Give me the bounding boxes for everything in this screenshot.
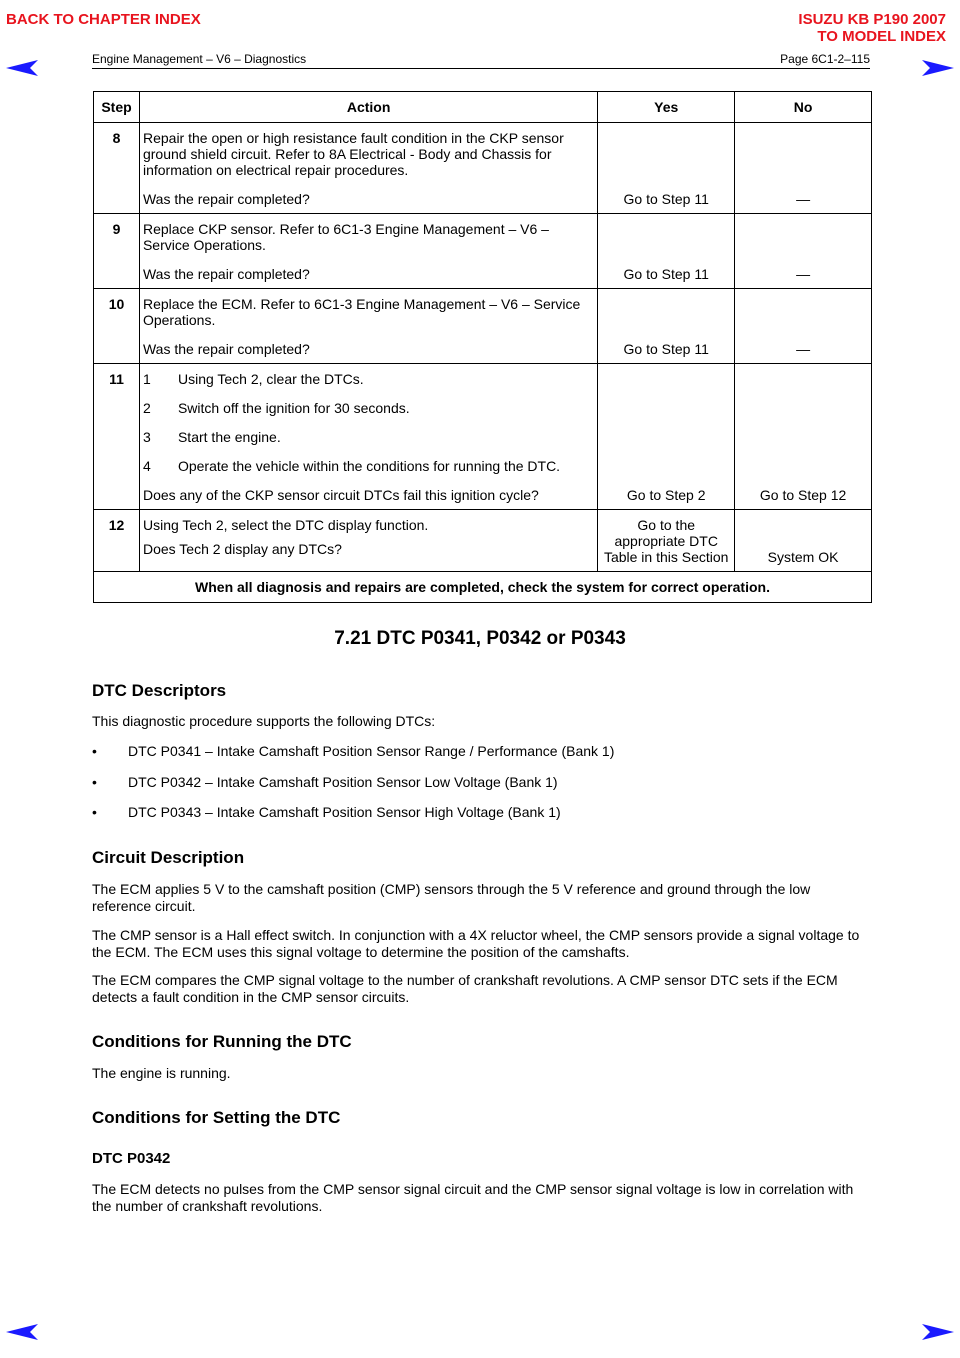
list-item bbox=[92, 774, 872, 791]
list-item-text: DTC P0343 – Intake Camshaft Position Sensor High Voltage (Bank 1) bbox=[128, 804, 561, 820]
step-action bbox=[139, 123, 597, 214]
table-footer-row bbox=[94, 572, 872, 603]
step-action bbox=[139, 364, 597, 510]
sub-step-text: Operate the vehicle within the conditions for running the DTC. bbox=[177, 458, 561, 474]
circuit-description-paragraph: The CMP sensor is a Hall effect switch. In conjunction with a 4X reluctor wheel, the CMP sensors provide a signal voltage to the ECM. The ECM uses this signal voltage to determine the position of the camshafts. bbox=[92, 927, 860, 960]
next-page-arrow-bottom-icon[interactable] bbox=[920, 1322, 956, 1342]
circuit-description-paragraph: The ECM compares the CMP signal voltage to the number of crankshaft revolutions. A CMP sensor DTC sets if the ECM detects a fault condition in the CMP sensor circuits. bbox=[92, 972, 838, 1005]
previous-page-arrow-bottom-icon[interactable] bbox=[4, 1322, 40, 1342]
header-divider bbox=[92, 68, 870, 69]
list-item-text: DTC P0341 – Intake Camshaft Position Sensor Range / Performance (Bank 1) bbox=[128, 743, 615, 759]
table-row bbox=[94, 364, 872, 510]
step-action bbox=[139, 214, 597, 289]
circuit-description-heading: Circuit Description bbox=[92, 848, 245, 867]
table-row bbox=[94, 214, 872, 289]
header-section-name: Engine Management – V6 – Diagnostics bbox=[92, 52, 307, 66]
action-question: Does Tech 2 display any DTCs? bbox=[142, 541, 342, 557]
yes-result: Go to Step 11 bbox=[598, 214, 735, 289]
column-header-yes: Yes bbox=[598, 92, 735, 123]
table-header-row bbox=[94, 92, 872, 123]
sub-step bbox=[143, 458, 594, 474]
sub-step bbox=[143, 400, 594, 416]
action-question: Was the repair completed? bbox=[142, 341, 310, 357]
previous-page-arrow-icon[interactable] bbox=[4, 58, 40, 78]
section-title: 7.21 DTC P0341, P0342 or P0343 bbox=[334, 628, 626, 649]
no-result: — bbox=[735, 123, 872, 214]
sub-step-number: 1 bbox=[142, 371, 151, 387]
action-text: Using Tech 2, select the DTC display function. bbox=[142, 517, 429, 533]
conditions-running-heading: Conditions for Running the DTC bbox=[92, 1032, 352, 1051]
dtc-descriptors-heading: DTC Descriptors bbox=[92, 681, 227, 700]
table-footer-note: When all diagnosis and repairs are completed, check the system for correct operation. bbox=[94, 572, 872, 603]
conditions-setting-heading: Conditions for Setting the DTC bbox=[92, 1108, 341, 1127]
sub-step bbox=[143, 371, 594, 387]
sub-step-number: 4 bbox=[142, 458, 151, 474]
table-row bbox=[94, 510, 872, 572]
sub-step-text: Start the engine. bbox=[177, 429, 281, 445]
list-item bbox=[92, 804, 872, 821]
bullet-icon: • bbox=[92, 774, 97, 790]
column-header-step: Step bbox=[94, 92, 140, 123]
yes-result-line: Table in this Section bbox=[603, 549, 729, 565]
action-text: Replace the ECM. Refer to 6C1-3 Engine Management – V6 – Service Operations. bbox=[142, 296, 581, 328]
diagnostic-steps-table bbox=[93, 91, 872, 603]
sub-step bbox=[143, 429, 594, 445]
step-number: 12 bbox=[94, 510, 140, 572]
table-row bbox=[94, 123, 872, 214]
list-item bbox=[92, 743, 872, 760]
sub-step-text: Using Tech 2, clear the DTCs. bbox=[177, 371, 364, 387]
back-to-chapter-index-link[interactable]: BACK TO CHAPTER INDEX bbox=[6, 11, 201, 28]
yes-result: Go to Step 11 bbox=[598, 289, 735, 364]
step-number: 9 bbox=[94, 214, 140, 289]
dtc-descriptors-intro: This diagnostic procedure supports the following DTCs: bbox=[92, 713, 436, 729]
sub-step-number: 3 bbox=[142, 429, 151, 445]
sub-step-text: Switch off the ignition for 30 seconds. bbox=[177, 400, 410, 416]
dtc-p0342-heading: DTC P0342 bbox=[92, 1150, 171, 1167]
table-row bbox=[94, 289, 872, 364]
model-title: ISUZU KB P190 2007 bbox=[798, 11, 946, 28]
yes-result-line: Go to the bbox=[637, 517, 696, 533]
header-page-number: Page 6C1-2–115 bbox=[780, 52, 870, 66]
yes-result bbox=[598, 510, 735, 572]
no-result: — bbox=[735, 214, 872, 289]
circuit-description-paragraph: The ECM applies 5 V to the camshaft position (CMP) sensors through the 5 V reference and ground through the low reference circuit. bbox=[92, 881, 811, 914]
action-question: Does any of the CKP sensor circuit DTCs fail this ignition cycle? bbox=[142, 487, 539, 503]
step-number: 10 bbox=[94, 289, 140, 364]
step-action bbox=[139, 289, 597, 364]
to-model-index-link[interactable] bbox=[798, 11, 946, 45]
action-text: Replace CKP sensor. Refer to 6C1-3 Engine Management – V6 – Service Operations. bbox=[142, 221, 549, 253]
conditions-running-text: The engine is running. bbox=[92, 1065, 231, 1081]
column-header-action: Action bbox=[139, 92, 597, 123]
yes-result: Go to Step 11 bbox=[598, 123, 735, 214]
step-number: 11 bbox=[94, 364, 140, 510]
step-action bbox=[139, 510, 597, 572]
no-result: System OK bbox=[735, 510, 872, 572]
bullet-icon: • bbox=[92, 804, 97, 820]
yes-result: Go to Step 2 bbox=[598, 364, 735, 510]
action-question: Was the repair completed? bbox=[142, 266, 310, 282]
bullet-icon: • bbox=[92, 743, 97, 759]
list-item-text: DTC P0342 – Intake Camshaft Position Sensor Low Voltage (Bank 1) bbox=[128, 774, 558, 790]
action-text: Repair the open or high resistance fault condition in the CKP sensor ground shield circuit. Refer to 8A Electrical - Body and Chassis for information on electrical repair procedures. bbox=[142, 130, 564, 178]
next-page-arrow-icon[interactable] bbox=[920, 58, 956, 78]
column-header-no: No bbox=[735, 92, 872, 123]
dtc-p0342-text: The ECM detects no pulses from the CMP sensor signal circuit and the CMP sensor signal voltage is low in correlation with the number of crankshaft revolutions. bbox=[92, 1181, 854, 1214]
action-question: Was the repair completed? bbox=[142, 191, 310, 207]
step-number: 8 bbox=[94, 123, 140, 214]
sub-step-number: 2 bbox=[142, 400, 151, 416]
yes-result-line: appropriate DTC bbox=[614, 533, 718, 549]
model-index-label: TO MODEL INDEX bbox=[817, 28, 946, 45]
no-result: — bbox=[735, 289, 872, 364]
no-result: Go to Step 12 bbox=[735, 364, 872, 510]
